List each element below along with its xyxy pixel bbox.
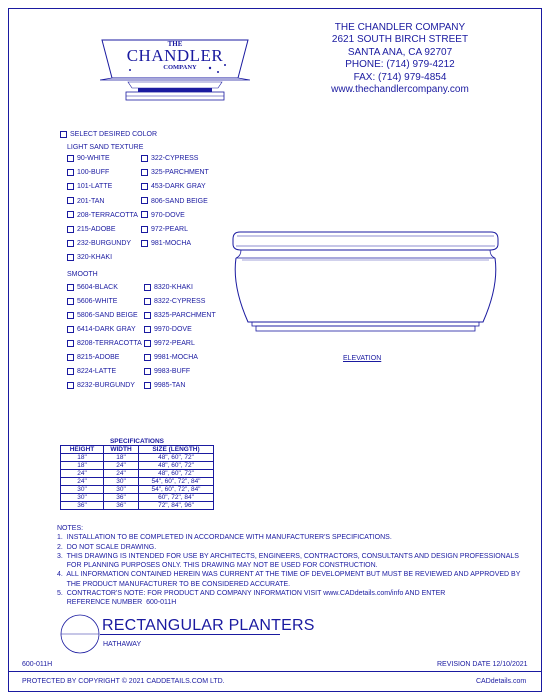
spec-cell: 72", 84", 96" (139, 502, 214, 510)
color-checkbox[interactable] (144, 340, 151, 347)
spec-cell: 30" (104, 478, 139, 486)
color-label: 9972-PEARL (154, 340, 195, 347)
footer-rule (8, 671, 542, 672)
drawing-title: RECTANGULAR PLANTERS (102, 617, 315, 634)
color-option[interactable] (141, 154, 198, 163)
color-checkbox[interactable] (144, 298, 151, 305)
spec-cell: 24" (61, 470, 104, 478)
color-option[interactable] (144, 353, 198, 362)
color-label: 5606-WHITE (77, 298, 118, 305)
note-line: 1. INSTALLATION TO BE COMPLETED IN ACCORDANCE WITH MANUFACTURER'S SPECIFICATIONS. (57, 534, 392, 542)
drawing-subtitle: HATHAWAY (103, 641, 142, 648)
color-option[interactable] (67, 239, 131, 248)
color-option[interactable] (141, 168, 209, 177)
spec-row (61, 502, 214, 510)
color-option[interactable] (67, 253, 112, 262)
color-option[interactable] (67, 339, 142, 348)
color-checkbox[interactable] (67, 197, 74, 204)
spec-cell: 36" (104, 494, 139, 502)
spec-row (61, 494, 214, 502)
spec-cell: 30" (104, 486, 139, 494)
notes-lines (57, 533, 537, 607)
select-color-header (60, 130, 157, 139)
spec-cell: 18" (104, 454, 139, 462)
spec-cell: 36" (104, 502, 139, 510)
color-label: 100-BUFF (77, 169, 110, 177)
color-checkbox[interactable] (67, 326, 74, 333)
color-option[interactable] (144, 297, 205, 306)
color-option[interactable] (67, 311, 138, 320)
company-name: THE CHANDLER COMPANY (334, 22, 466, 33)
spec-body (61, 454, 214, 510)
color-checkbox[interactable] (141, 169, 148, 176)
color-checkbox[interactable] (141, 211, 148, 218)
color-checkbox[interactable] (144, 326, 151, 333)
color-label: 8232-BURGUNDY (77, 382, 135, 389)
color-option[interactable] (144, 339, 195, 348)
color-label: 8322-CYPRESS (154, 298, 206, 305)
spec-header-size: SIZE (LENGTH) (139, 446, 214, 454)
company-street: 2621 SOUTH BIRCH STREET (331, 34, 469, 46)
color-checkbox[interactable] (67, 226, 74, 233)
company-info (290, 22, 510, 96)
notes-title: NOTES: (57, 525, 84, 532)
color-option[interactable] (141, 197, 208, 206)
color-checkbox[interactable] (67, 155, 74, 162)
spec-row (61, 478, 214, 486)
spec-row (61, 462, 214, 470)
color-checkbox[interactable] (67, 254, 74, 261)
light-sand-title: LIGHT SAND TEXTURE (67, 144, 144, 151)
color-checkbox[interactable] (141, 183, 148, 190)
color-checkbox[interactable] (67, 211, 74, 218)
color-checkbox[interactable] (67, 298, 74, 305)
color-option[interactable] (141, 225, 188, 234)
color-option[interactable] (144, 367, 190, 376)
color-label: 322-CYPRESS (151, 155, 199, 162)
color-label: 215-ADOBE (77, 226, 116, 233)
spec-header-width: WIDTH (104, 446, 139, 454)
note-line: 5. CONTRACTOR'S NOTE: FOR PRODUCT AND COMPANY INFORMATION VISIT www.CADdetails.com/info AND ENTER (57, 590, 446, 598)
spec-row (61, 470, 214, 478)
color-option[interactable] (144, 325, 192, 334)
color-option[interactable] (67, 353, 119, 362)
spec-cell: 48", 60", 72" (139, 462, 214, 470)
spec-cell: 54", 60", 72", 84" (139, 486, 214, 494)
planter-elevation (228, 226, 503, 336)
color-label: 9970-DOVE (154, 326, 192, 333)
note-line: REFERENCE NUMBER 600-011H (57, 599, 177, 607)
color-option[interactable] (67, 168, 109, 177)
spec-cell: 24" (104, 462, 139, 470)
color-label: 320-KHAKI (77, 254, 113, 262)
logo-text-chandler: CHANDLER (126, 46, 224, 65)
color-label: 8215-ADOBE (77, 354, 120, 361)
spec-cell: 18" (61, 462, 104, 470)
specifications-table-wrap (60, 438, 214, 510)
specifications-table (60, 438, 214, 510)
color-option[interactable] (144, 283, 193, 292)
note-line: 4. ALL INFORMATION CONTAINED HEREIN WAS CURRENT AT THE TIME OF DEVELOPMENT BUT MUST BE REVIEWED AND APPROVED BY (57, 571, 521, 579)
color-label: 101-LATTE (77, 183, 113, 191)
color-checkbox[interactable] (67, 354, 74, 361)
spec-row (61, 486, 214, 494)
color-label: 90-WHITE (77, 155, 110, 162)
color-checkbox[interactable] (67, 368, 74, 375)
logo-text-company: COMPANY (163, 64, 197, 71)
color-checkbox[interactable] (141, 226, 148, 233)
spec-title: SPECIFICATIONS (109, 438, 165, 445)
spec-cell: 48", 60", 72" (139, 470, 214, 478)
color-checkbox[interactable] (67, 340, 74, 347)
color-label: 8208-TERRACOTTA (77, 340, 142, 347)
title-circle-graphic (60, 614, 100, 654)
notes-block (57, 524, 537, 608)
color-label: 8224-LATTE (77, 368, 117, 375)
color-option[interactable] (67, 297, 117, 306)
color-checkbox[interactable] (144, 312, 151, 319)
color-option[interactable] (67, 283, 118, 292)
company-city: SANTA ANA, CA 92707 (347, 46, 453, 58)
color-option[interactable] (141, 239, 191, 248)
color-checkbox[interactable] (141, 240, 148, 247)
color-label: 981-MOCHA (151, 240, 192, 248)
color-label: 9983-BUFF (154, 368, 191, 375)
color-checkbox[interactable] (67, 183, 74, 190)
color-label: 5604-BLACK (77, 284, 118, 291)
color-option[interactable] (67, 367, 116, 376)
color-option[interactable] (141, 182, 206, 191)
color-label: 8320-KHAKI (154, 284, 193, 291)
color-option[interactable] (67, 211, 138, 220)
note-line: 2. DO NOT SCALE DRAWING. (57, 543, 157, 551)
company-website[interactable]: www.thechandlercompany.com (331, 84, 469, 96)
copyright-notice: PROTECTED BY COPYRIGHT © 2021 CADDETAILS.COM LTD. (22, 678, 225, 685)
spec-header-height: HEIGHT (61, 446, 104, 454)
color-checkbox[interactable] (67, 284, 74, 291)
color-option[interactable] (144, 381, 185, 390)
spec-cell: 30" (61, 486, 104, 494)
spec-cell: 18" (61, 454, 104, 462)
reference-number: 600-011H (22, 661, 53, 668)
spec-cell: 30" (61, 494, 104, 502)
color-checkbox[interactable] (67, 382, 74, 389)
color-label: 9981-MOCHA (154, 354, 198, 361)
select-color-checkbox[interactable] (60, 131, 67, 138)
spec-cell: 54", 60", 72", 84" (139, 478, 214, 486)
smooth-title: SMOOTH (67, 271, 98, 278)
color-label: 806-SAND BEIGE (151, 197, 208, 205)
select-color-label: SELECT DESIRED COLOR (70, 131, 158, 138)
color-label: 5806-SAND BEIGE (77, 312, 138, 319)
color-option[interactable] (67, 325, 136, 334)
color-label: 972-PEARL (151, 226, 188, 233)
color-option[interactable] (141, 211, 185, 220)
color-option[interactable] (144, 311, 216, 320)
color-label: 232-BURGUNDY (77, 240, 132, 248)
color-checkbox[interactable] (144, 354, 151, 361)
note-line: THE PRODUCT MANUFACTURER TO BE CONSIDERED ACCURATE. (57, 580, 291, 588)
spec-cell: 60", 72", 84" (139, 494, 214, 502)
logo-text-the: THE (167, 40, 183, 48)
color-option[interactable] (67, 154, 110, 163)
color-checkbox[interactable] (67, 240, 74, 247)
elevation-label: ELEVATION (343, 355, 382, 362)
color-label: 201-TAN (77, 197, 105, 205)
company-phone: PHONE: (714) 979-4212 (345, 59, 455, 71)
color-option[interactable] (67, 182, 112, 191)
color-checkbox[interactable] (67, 312, 74, 319)
color-label: 325-PARCHMENT (151, 169, 209, 177)
color-checkbox[interactable] (144, 368, 151, 375)
color-option[interactable] (67, 381, 135, 390)
color-option[interactable] (67, 225, 116, 234)
revision-date: REVISION DATE 12/10/2021 (437, 661, 528, 668)
color-label: 6414-DARK GRAY (77, 326, 136, 333)
spec-cell: 24" (61, 478, 104, 486)
color-checkbox[interactable] (141, 155, 148, 162)
spec-cell: 48", 60", 72" (139, 454, 214, 462)
color-checkbox[interactable] (144, 284, 151, 291)
color-checkbox[interactable] (67, 169, 74, 176)
color-label: 453-DARK GRAY (151, 183, 206, 191)
planter-elevation-graphic (228, 226, 503, 336)
note-line: 3. THIS DRAWING IS INTENDED FOR USE BY ARCHITECTS, ENGINEERS, CONTRACTORS, CONSULTANTS AND DESIGN PROFESSIONALS (57, 552, 519, 560)
color-checkbox[interactable] (141, 197, 148, 204)
title-circle (60, 614, 100, 659)
company-fax: FAX: (714) 979-4854 (353, 71, 447, 83)
spec-cell: 36" (61, 502, 104, 510)
color-label: 208-TERRACOTTA (77, 211, 138, 219)
color-label: 9985-TAN (154, 382, 186, 389)
spec-cell: 24" (104, 470, 139, 478)
color-label: 8325-PARCHMENT (154, 312, 216, 319)
color-checkbox[interactable] (144, 382, 151, 389)
color-label: 970-DOVE (151, 211, 185, 219)
color-option[interactable] (67, 197, 105, 206)
spec-row (61, 454, 214, 462)
caddetails-link[interactable]: CADdetails.com (476, 678, 527, 685)
note-line: FOR PLANNING PURPOSES ONLY. THIS DRAWING MAY NOT BE USED FOR CONSTRUCTION. (57, 562, 378, 570)
